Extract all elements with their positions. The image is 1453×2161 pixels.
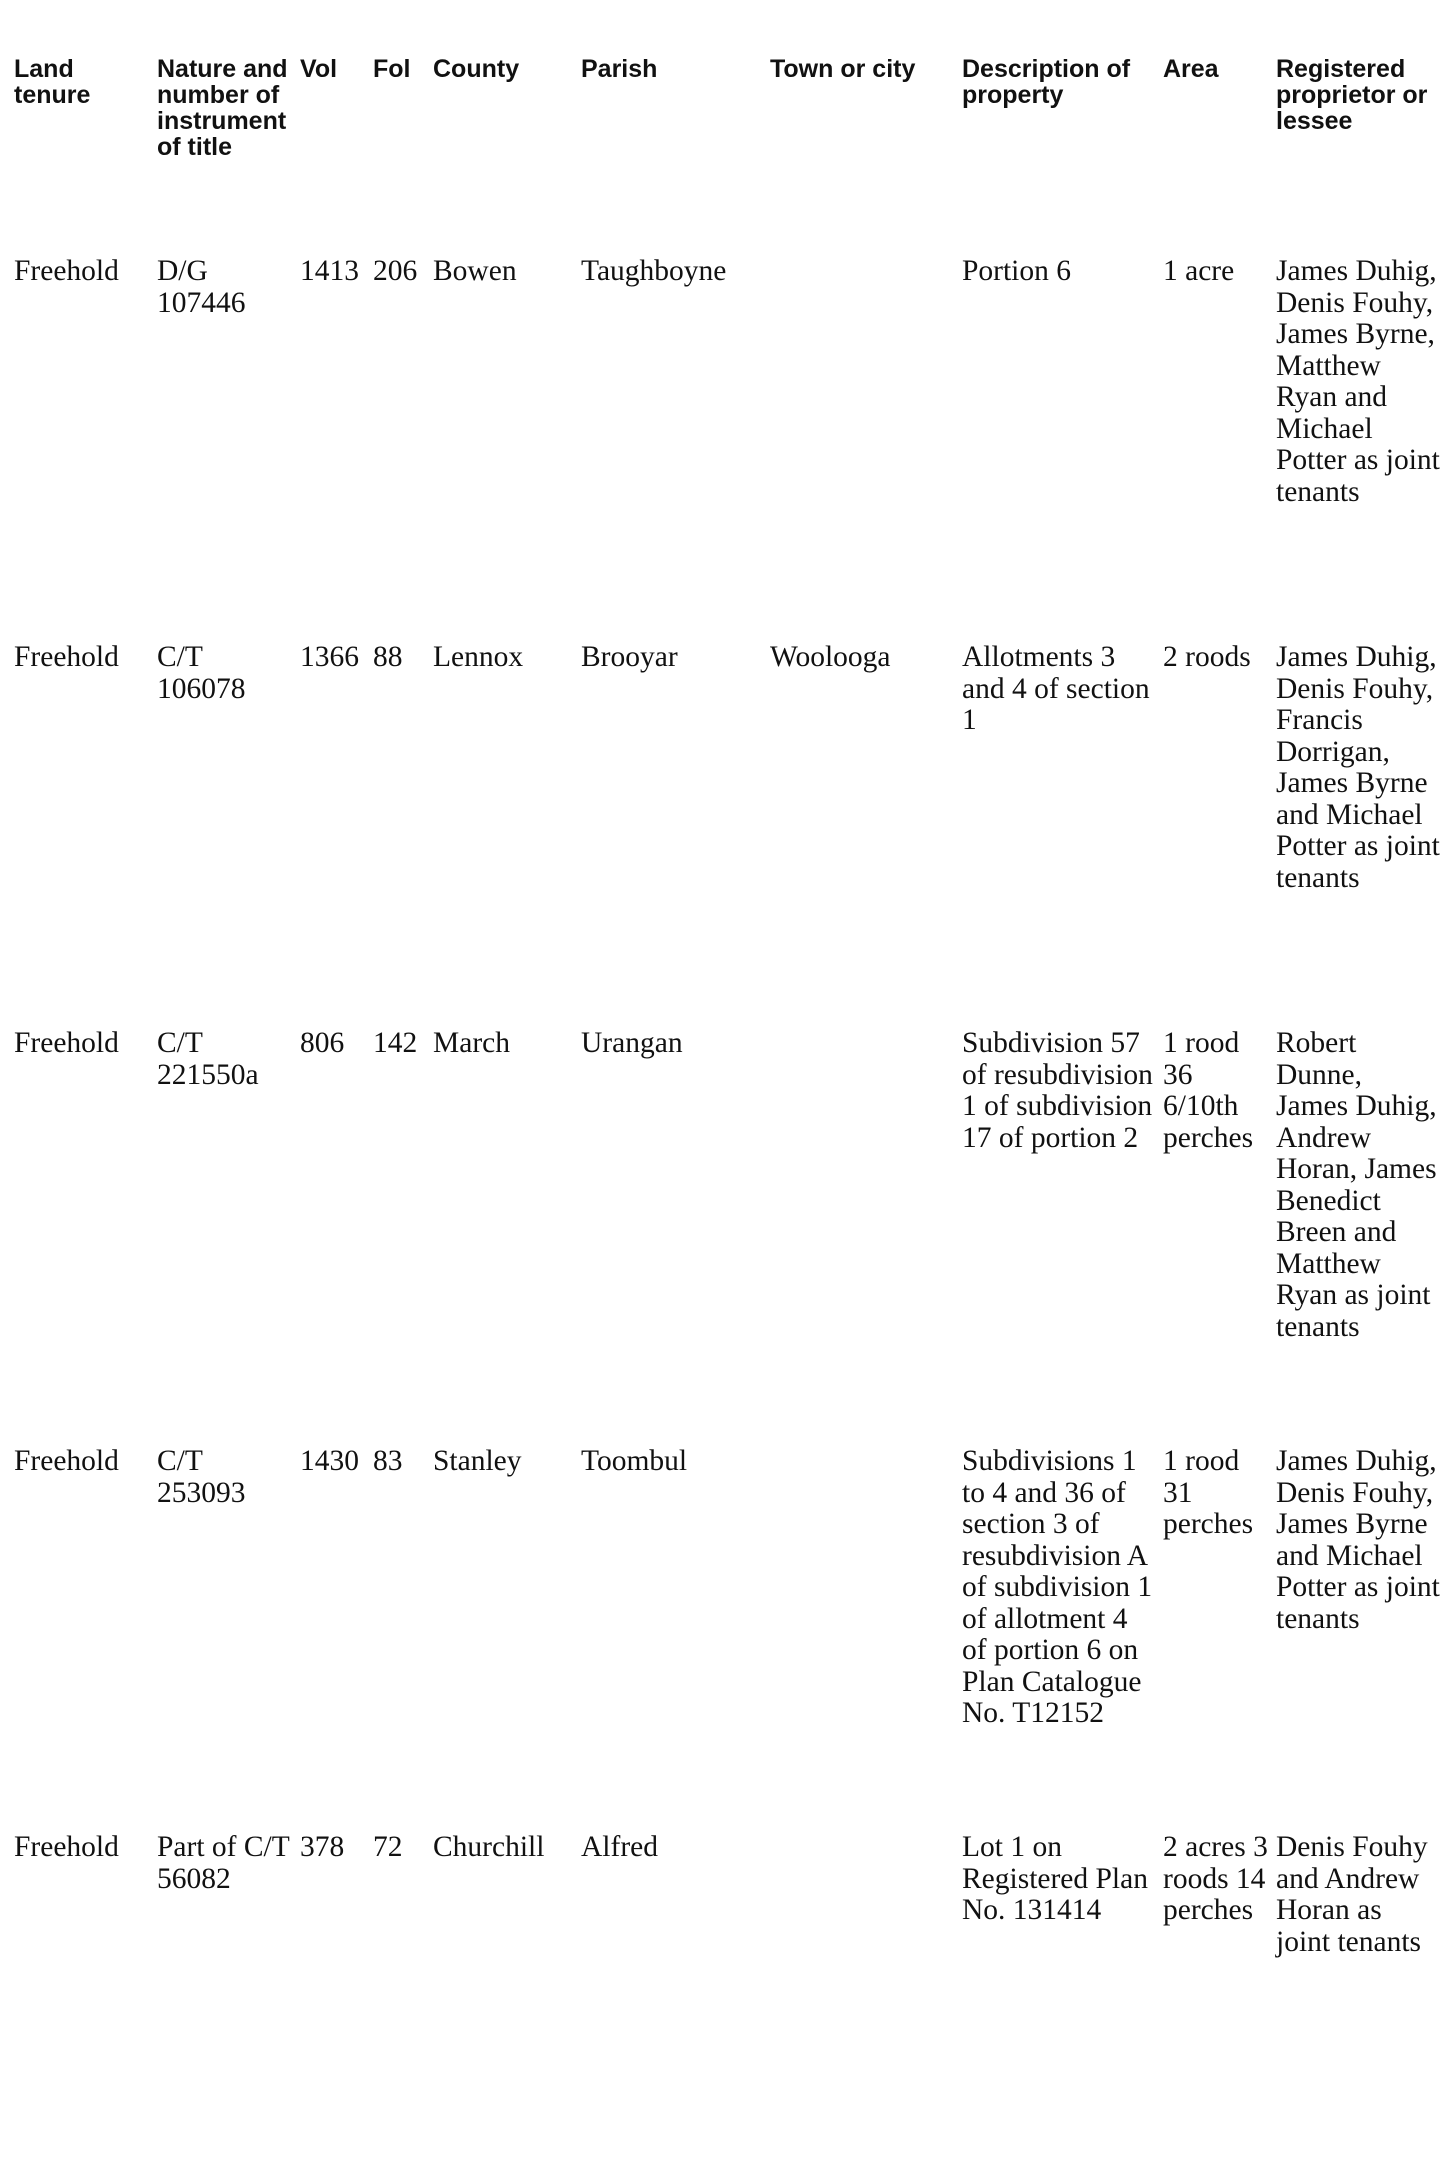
cell-parish: Alfred: [581, 1831, 658, 1863]
cell-fol: 88: [373, 641, 403, 673]
table-row: [14, 642, 1444, 1028]
cell-vol: 806: [300, 1027, 345, 1059]
cell-county: Lennox: [433, 641, 524, 673]
cell-description: Portion 6: [962, 255, 1071, 287]
column-header-land-tenure: Land tenure: [14, 55, 91, 109]
cell-proprietor: James Duhig, Denis Fouhy, James Byrne and Michael Potter as joint tenants: [1276, 1445, 1440, 1635]
table-row: [14, 256, 1444, 642]
header-row: [14, 56, 1444, 256]
cell-area: 1 rood 36 6/10th perches: [1163, 1027, 1254, 1154]
cell-description: Allotments 3 and 4 of section 1: [962, 641, 1150, 736]
cell-tenure: Freehold: [14, 1027, 119, 1059]
cell-county: Churchill: [433, 1831, 545, 1863]
cell-proprietor: James Duhig, Denis Fouhy, Francis Dorrigan, James Byrne and Michael Potter as joint tenants: [1276, 641, 1440, 894]
cell-fol: 83: [373, 1445, 403, 1477]
cell-fol: 72: [373, 1831, 403, 1863]
column-header-proprietor: Registered proprietor or lessee: [1276, 55, 1428, 135]
cell-instrument: C/T 106078: [157, 641, 246, 705]
cell-tenure: Freehold: [14, 641, 119, 673]
cell-area: 1 acre: [1163, 255, 1235, 287]
cell-town: [770, 1832, 962, 2032]
cell-county: March: [433, 1027, 510, 1059]
column-header-county: County: [433, 55, 520, 83]
cell-tenure: Freehold: [14, 1445, 119, 1477]
cell-description: Lot 1 on Registered Plan No. 131414: [962, 1831, 1148, 1926]
cell-vol: 1430: [300, 1445, 359, 1477]
cell-vol: 378: [300, 1831, 345, 1863]
column-header-town: Town or city: [770, 55, 916, 83]
column-header-vol: Vol: [300, 55, 338, 83]
cell-proprietor: Robert Dunne, James Duhig, Andrew Horan, James Benedict Breen and Matthew Ryan as joint tenants: [1276, 1027, 1437, 1343]
cell-vol: 1366: [300, 641, 359, 673]
cell-instrument: C/T 221550a: [157, 1027, 259, 1091]
cell-county: Stanley: [433, 1445, 522, 1477]
cell-vol: 1413: [300, 255, 359, 287]
cell-parish: Toombul: [581, 1445, 688, 1477]
land-title-table: [14, 56, 1444, 2032]
cell-area: 2 roods: [1163, 641, 1251, 673]
cell-instrument: D/G 107446: [157, 255, 246, 319]
cell-fol: 206: [373, 255, 418, 287]
column-header-description: Description of property: [962, 55, 1131, 109]
cell-description: Subdivisions 1 to 4 and 36 of section 3 of resubdivision A of subdivision 1 of allotment 4 of portion 6 on Plan Catalogue No. T12152: [962, 1445, 1153, 1729]
cell-area: 2 acres 3 roods 14 perches: [1163, 1831, 1268, 1926]
cell-town: [770, 1028, 962, 1446]
column-header-fol: Fol: [373, 55, 411, 83]
cell-tenure: Freehold: [14, 255, 119, 287]
column-header-parish: Parish: [581, 55, 658, 83]
cell-instrument: Part of C/T 56082: [157, 1831, 290, 1895]
cell-tenure: Freehold: [14, 1831, 119, 1863]
cell-proprietor: James Duhig, Denis Fouhy, James Byrne, Matthew Ryan and Michael Potter as joint tenants: [1276, 255, 1440, 508]
cell-parish: Brooyar: [581, 641, 678, 673]
cell-instrument: C/T 253093: [157, 1445, 246, 1509]
column-header-area: Area: [1163, 55, 1219, 83]
cell-parish: Urangan: [581, 1027, 683, 1059]
cell-county: Bowen: [433, 255, 517, 287]
land-register-page: [14, 56, 1444, 2032]
table-row: [14, 1832, 1444, 2032]
table-row: [14, 1028, 1444, 1446]
cell-proprietor: Denis Fouhy and Andrew Horan as joint tenants: [1276, 1831, 1428, 1958]
cell-fol: 142: [373, 1027, 418, 1059]
cell-description: Subdivision 57 of resubdivision 1 of subdivision 17 of portion 2: [962, 1027, 1153, 1154]
cell-area: 1 rood 31 perches: [1163, 1445, 1254, 1540]
cell-town: Woolooga: [770, 641, 891, 673]
cell-town: [770, 1446, 962, 1832]
column-header-instrument: Nature and number of instrument of title: [157, 55, 288, 161]
cell-town: [770, 256, 962, 642]
cell-parish: Taughboyne: [581, 255, 727, 287]
table-row: [14, 1446, 1444, 1832]
